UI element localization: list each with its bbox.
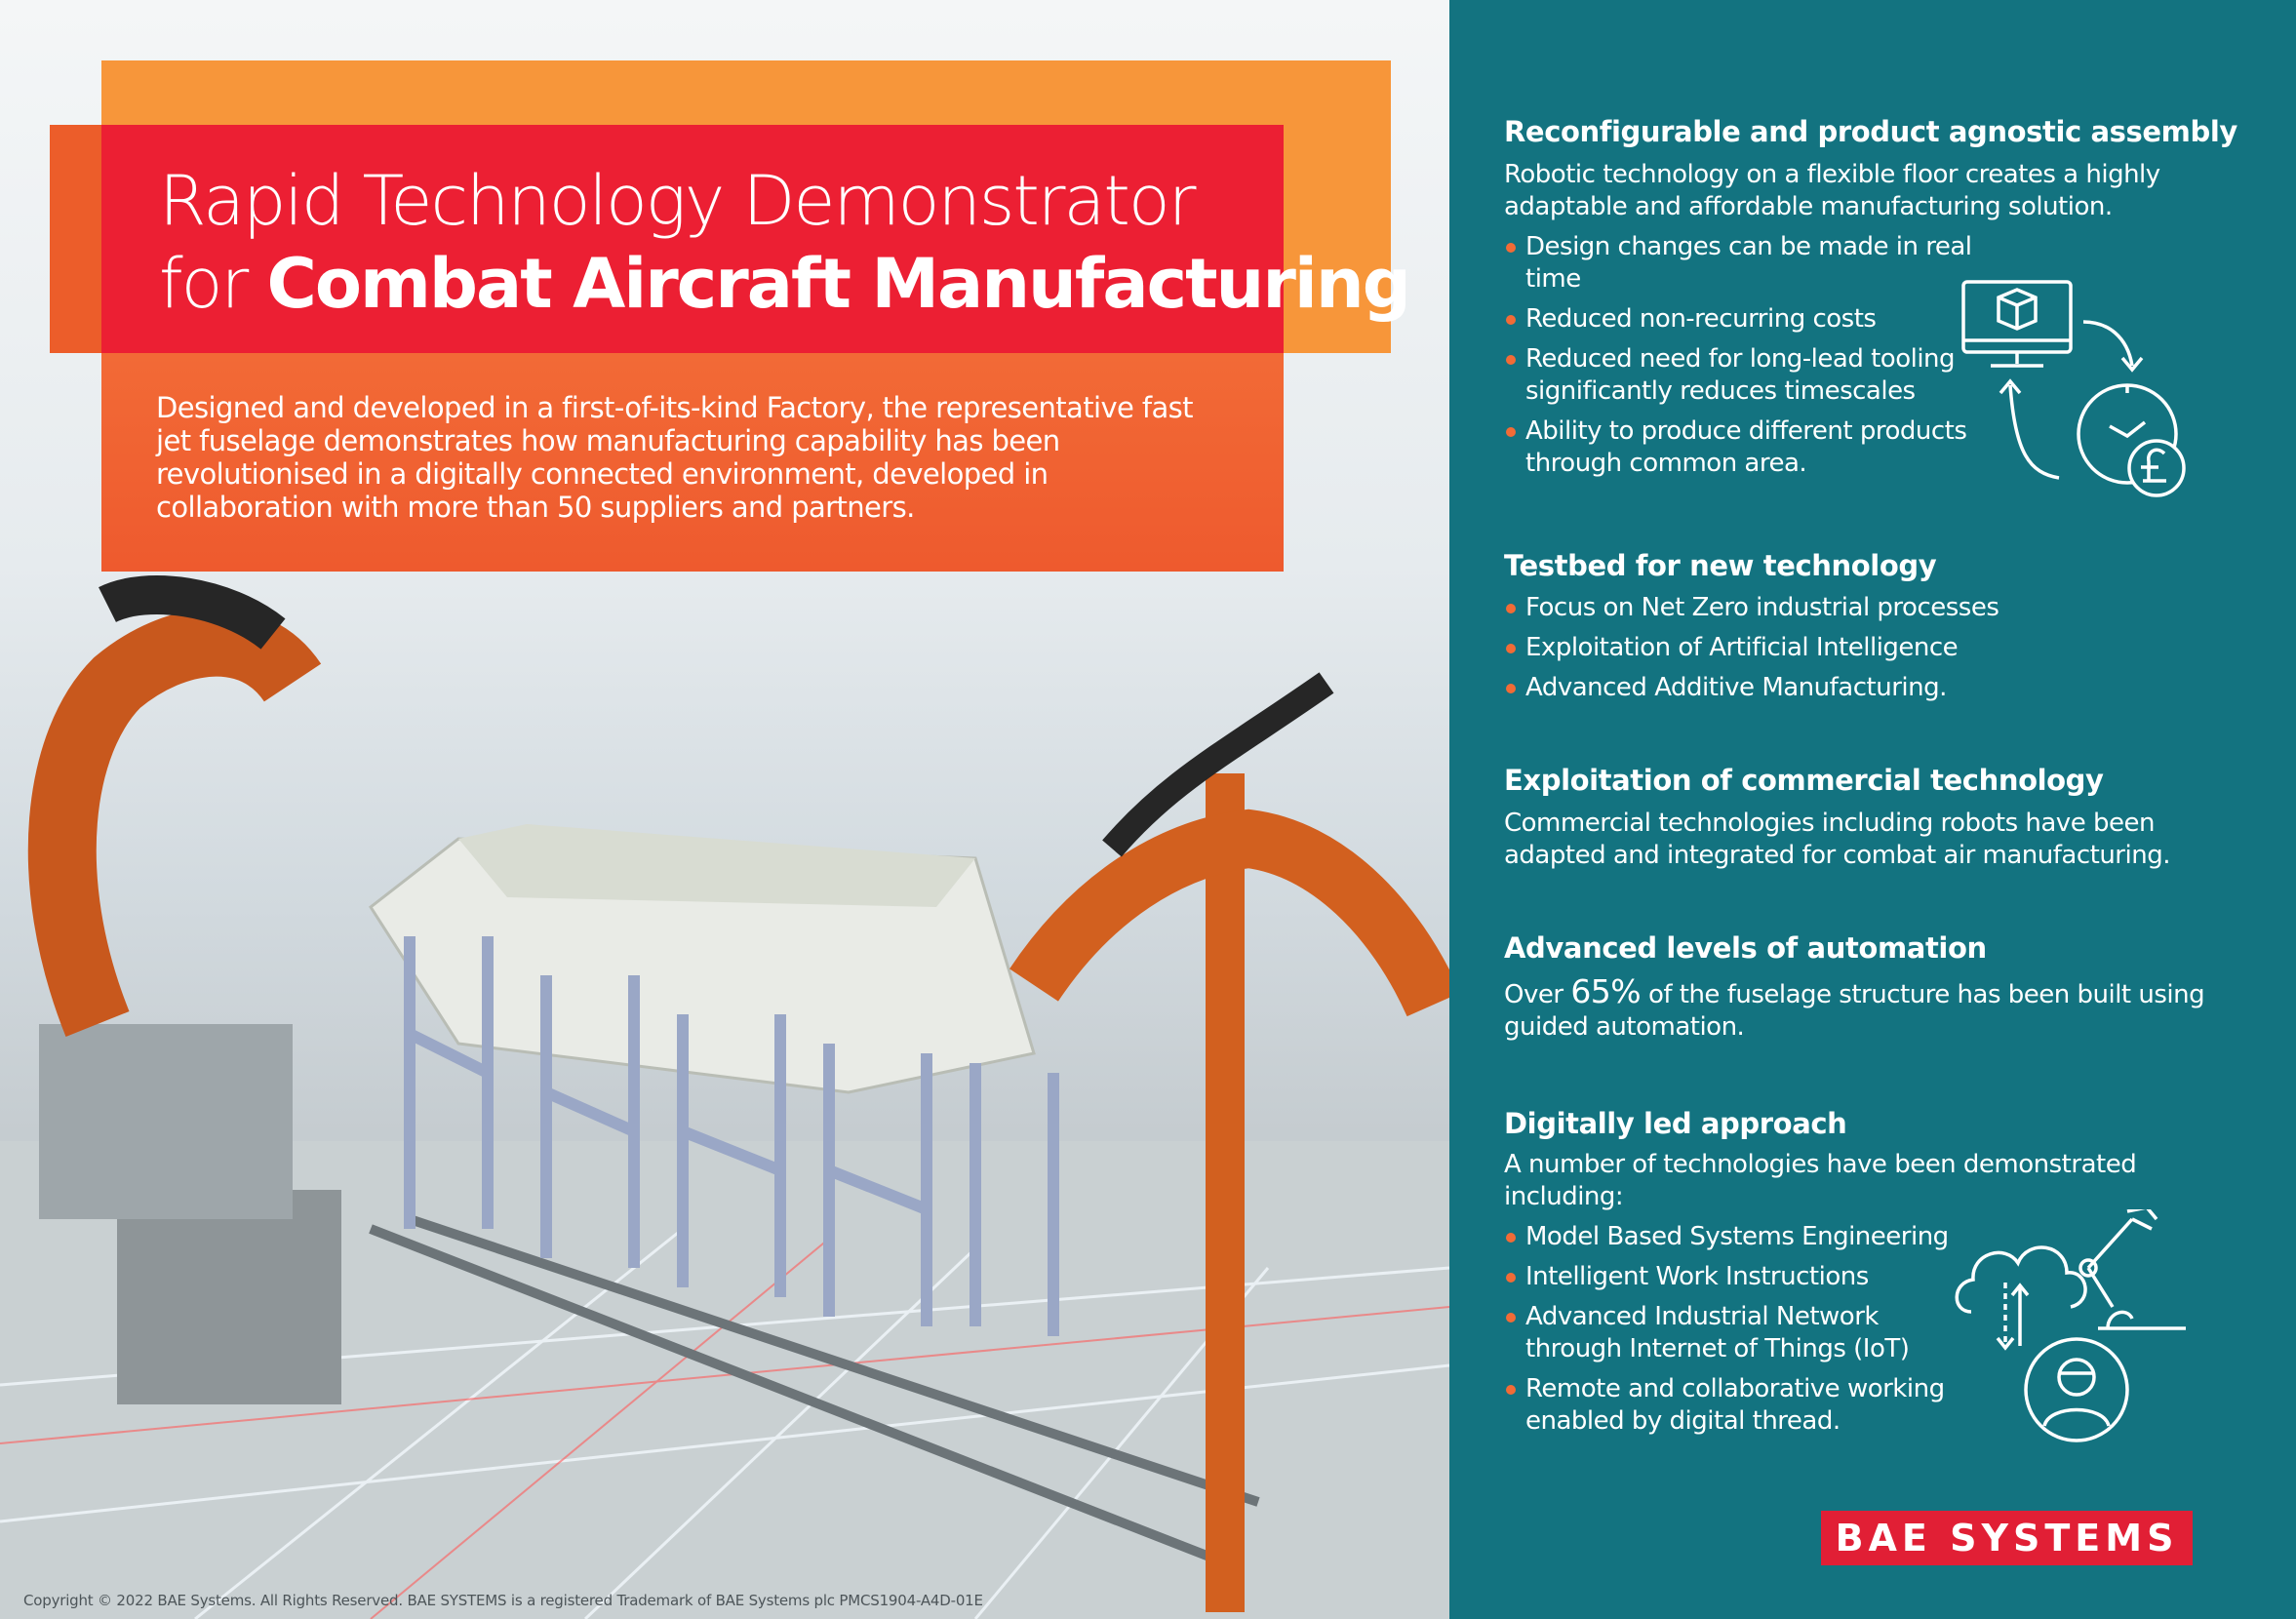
copyright-notice: Copyright © 2022 BAE Systems. All Rights Reserved. BAE SYSTEMS is a registered Trademark of BAE Systems plc PMCS1904-A4D-01E (23, 1592, 983, 1609)
bullet-icon (1506, 1273, 1516, 1283)
info-panel (1449, 0, 2296, 1619)
bullet-list-reconfigurable (1504, 231, 1982, 488)
page-title-line2 (159, 244, 1409, 324)
section-heading-commercial: Exploitation of commercial technology (1504, 764, 2104, 797)
cost-time-icon (1961, 278, 2196, 502)
page-title-prefix: for (159, 244, 248, 324)
list-item: Advanced Additive Manufacturing. (1504, 672, 2206, 704)
list-item: Design changes can be made in real time (1504, 231, 1982, 296)
bullet-icon (1506, 1233, 1516, 1243)
title-accent (50, 125, 108, 353)
section-text-digital: A number of technologies have been demonstrated including: (1504, 1150, 2137, 1211)
list-item: Intelligent Work Instructions (1504, 1261, 1962, 1293)
bullet-icon (1506, 243, 1516, 253)
bullet-icon (1506, 427, 1516, 437)
list-item: Remote and collaborative working enabled by digital thread. (1504, 1373, 1962, 1438)
bullet-icon (1506, 604, 1516, 613)
list-item: Ability to produce different products through common area. (1504, 415, 1982, 480)
list-item: Reduced non-recurring costs (1504, 303, 1982, 336)
bullet-icon (1506, 684, 1516, 693)
bullet-icon (1506, 644, 1516, 653)
bullet-list-testbed (1504, 592, 2206, 712)
section-text-automation: Over 65% of the fuselage structure has been built using guided automation. (1504, 972, 2205, 1042)
section-heading-automation: Advanced levels of automation (1504, 931, 1987, 965)
section-heading-digital: Digitally led approach (1504, 1107, 1847, 1140)
list-item: Focus on Net Zero industrial processes (1504, 592, 2206, 624)
bullet-list-digital (1504, 1221, 1962, 1445)
list-item: Advanced Industrial Network through Internet of Things (IoT) (1504, 1301, 1962, 1365)
digital-thread-icon (1952, 1209, 2196, 1443)
section-text-commercial: Commercial technologies including robots have been adapted and integrated for combat air manufacturing. (1504, 809, 2170, 870)
section-heading-testbed: Testbed for new technology (1504, 549, 1937, 582)
bullet-icon (1506, 1313, 1516, 1323)
section-heading-reconfigurable: Reconfigurable and product agnostic assembly (1504, 115, 2237, 148)
intro-text: Designed and developed in a first-of-its-kind Factory, the representative fast jet fuselage demonstrates how manufacturing capability has been revolutionised in a digitally connected environment, developed in collaboration with more than 50 suppliers and partners. (156, 391, 1193, 524)
bae-systems-logo: BAE SYSTEMS (1821, 1511, 2193, 1565)
page-title-emphasis: Combat Aircraft Manufacturing (266, 244, 1409, 324)
section-text-reconfigurable: Robotic technology on a flexible floor creates a highly adaptable and affordable manufacturing solution. (1504, 160, 2160, 221)
list-item: Model Based Systems Engineering (1504, 1221, 1962, 1253)
bullet-icon (1506, 355, 1516, 365)
automation-percentage: 65% (1570, 972, 1642, 1010)
list-item: Reduced need for long-lead tooling significantly reduces timescales (1504, 343, 1982, 408)
list-item: Exploitation of Artificial Intelligence (1504, 632, 2206, 664)
bullet-icon (1506, 315, 1516, 325)
page-title-line1: Rapid Technology Demonstrator (159, 161, 1195, 241)
bullet-icon (1506, 1385, 1516, 1395)
